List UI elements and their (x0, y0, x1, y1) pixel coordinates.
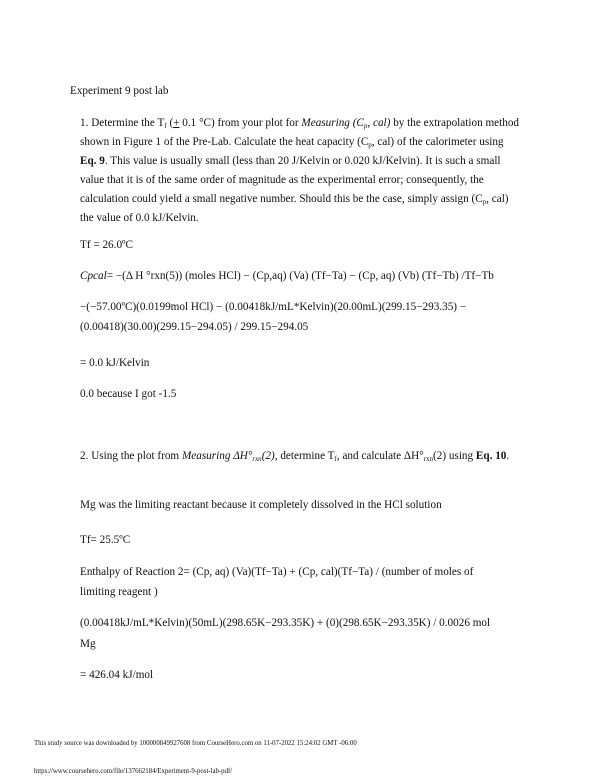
document-title: Experiment 9 post lab (70, 85, 169, 97)
answer-2-enthalpy-line-2: limiting reagent ) (80, 586, 158, 598)
answer-2-enthalpy-line-1: Enthalpy of Reaction 2= (Cp, aq) (Va)(Tf−Ta) + (Cp, cal)(Tf−Ta) / (number of moles of (80, 566, 474, 578)
answer-2-calc-line-1: (0.00418kJ/mL*Kelvin)(50mL)(298.65K−293.35K) + (0)(298.65K−293.35K) / 0.0026 mol (80, 617, 491, 629)
question-2: 2. Using the plot from Measuring $\Delta H^\circ_{rxn}(2)$, determine $T_f$, and calculate $\Delta H^\circ_{rxn}(2)$ using Eq. 10. (80, 450, 510, 463)
answer-2-result: = 426.04 kJ/mol (80, 669, 154, 681)
answer-2-tf: Tf= 25.5ºC (80, 534, 131, 546)
answer-1-note: 0.0 because I got -1.5 (80, 388, 177, 400)
answer-1-formula: Cpcal= −(Δ H °rxn(5)) (moles HCl) − (Cp,aq) (Va) (Tf−Ta) − (Cp, aq) (Vb) (Tf−Tb) /Tf−Tb (80, 270, 494, 282)
answer-2-calc-line-2: Mg (80, 638, 96, 650)
question-1: 1. Determine the $T_f$ (+ 0.1 °C) from your plot for Measuring ($C_p$, cal) by the extrapolation method shown in Figure 1 of the Pre-Lab. Calculate the heat capacity ($C_p$, cal) of the calorimeter using Eq. 9. This value is usually small (less than 20 J/Kelvin or 0.020 kJ/Kelvin). It is such a small value that it is of the same order of magnitude as the experimental error; consequently, the calculation could yield a small negative number. Should this be the case, simply assign ($C_p$, cal) the value of 0.0 kJ/Kelvin. (80, 117, 520, 224)
source-url: https://www.coursehero.com/file/137662184/Experiment-9-post-lab-pdf/ (34, 768, 233, 775)
answer-2-limiting-reactant: Mg was the limiting reactant because it completely dissolved in the HCl solution (80, 499, 442, 511)
answer-1-calc-line-1: −(−57.00ºC)(0.0199mol HCl) − (0.00418kJ/mL*Kelvin)(20.00mL)(299.15−293.35) − (80, 301, 467, 313)
answer-1-calc-line-2: (0.00418)(30.00)(299.15−294.05) / 299.15−294.05 (80, 321, 309, 333)
answer-1-tf: Tf = 26.0ºC (80, 239, 133, 251)
download-notice: This study source was downloaded by 100000849927608 from CourseHero.com on 11-07-2022 15:24:02 GMT -06:00 (34, 740, 357, 747)
answer-1-result: = 0.0 kJ/Kelvin (80, 357, 150, 369)
